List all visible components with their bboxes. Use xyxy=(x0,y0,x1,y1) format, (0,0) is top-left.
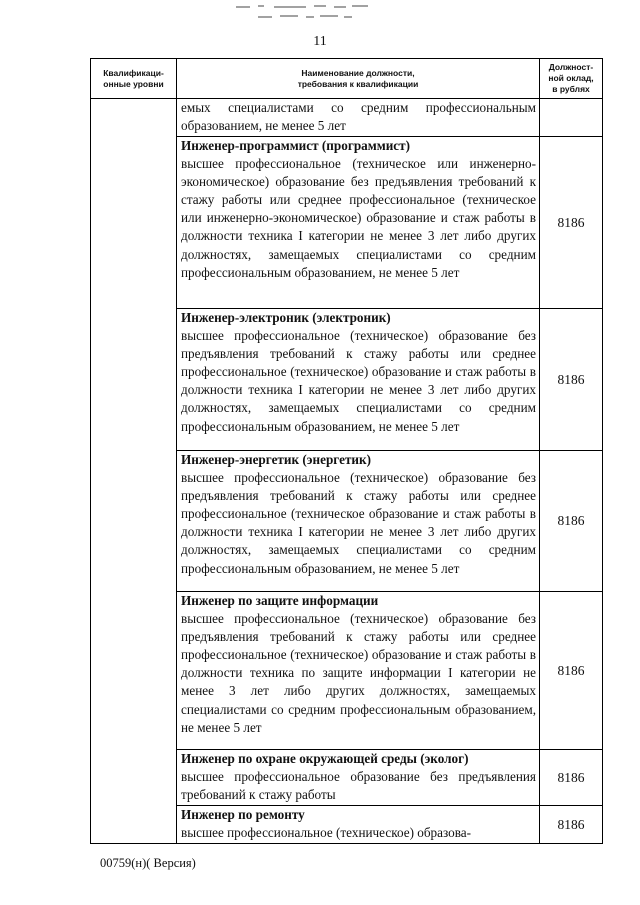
row-text: высшее профессиональное (техническое) образование без предъявления требований к стажу работы или среднее профессиональное (техническое) образование и стаж работы в должности техника по защите информации I категории не менее 3 лет либо других должностях, замещаемых специалистами со средним профессиональным образованием, не менее 5 лет xyxy=(181,611,536,735)
document-footer: 00759(н)( Версия) xyxy=(100,856,196,870)
salary-cell: 8186 xyxy=(540,592,603,750)
salary-cell: 8186 xyxy=(540,806,603,844)
position-cell xyxy=(177,592,540,750)
position-title: Инженер-электроник (электроник) xyxy=(181,310,391,325)
scan-artifact-marks xyxy=(228,4,378,20)
row-text: емых специалистами со средним профессиональным образованием, не менее 5 лет xyxy=(181,100,536,134)
level-cell xyxy=(91,99,177,844)
qualification-table xyxy=(90,58,603,844)
position-title: Инженер по ремонту xyxy=(181,807,305,822)
position-title: Инженер-программист (программист) xyxy=(181,138,411,153)
row-text: высшее профессиональное (техническое или инженерно-экономическое) образование без предъявления требований к стажу работы или среднее профессиональное (техническое или инженерно-экономическое) образование и стаж работы в должности техника I категории не менее 3 лет либо других должностях, замещаемых специалистами со средним профессиональным образованием, не менее 5 лет xyxy=(181,156,536,280)
header-level: Квалификаци- онные уровни xyxy=(91,59,177,99)
salary-cell: 8186 xyxy=(540,451,603,592)
page-number: 11 xyxy=(313,34,327,49)
row-text: высшее профессиональное (техническое) образование без предъявления требований к стажу работы или среднее профессиональное (техническое образование и стаж работы в должности техника I категории не менее 3 лет либо других должностях, замещаемых специалистами со средним профессиональным образованием, не менее 5 лет xyxy=(181,470,536,576)
salary-cell: 8186 xyxy=(540,137,603,309)
table-row xyxy=(91,99,603,137)
position-cell xyxy=(177,806,540,844)
table-header-row xyxy=(91,59,603,99)
position-cell xyxy=(177,137,540,309)
position-title: Инженер-энергетик (энергетик) xyxy=(181,452,372,467)
salary-cell xyxy=(540,99,603,137)
position-cell xyxy=(177,99,540,137)
row-text: высшее профессиональное (техническое) образование без предъявления требований к стажу работы или среднее профессиональное (техническое) образование и стаж работы в должности техника I категории не менее 3 лет либо других должностях, замещаемых специалистами со средним профессиональным образованием, не менее 5 лет xyxy=(181,328,536,434)
position-title: Инженер по охране окружающей среды (эколог) xyxy=(181,751,469,766)
position-cell xyxy=(177,309,540,451)
salary-cell: 8186 xyxy=(540,309,603,451)
header-salary: Должност- ной оклад, в рублях xyxy=(540,59,603,99)
position-cell xyxy=(177,750,540,806)
position-title: Инженер по защите информации xyxy=(181,593,379,608)
row-text: высшее профессиональное образование без предъявления требований к стажу работы xyxy=(181,769,536,803)
row-text: высшее профессиональное (техническое) образова- xyxy=(181,825,472,841)
salary-cell: 8186 xyxy=(540,750,603,806)
position-cell xyxy=(177,451,540,592)
header-position: Наименование должности, требования к квалификации xyxy=(177,59,540,99)
